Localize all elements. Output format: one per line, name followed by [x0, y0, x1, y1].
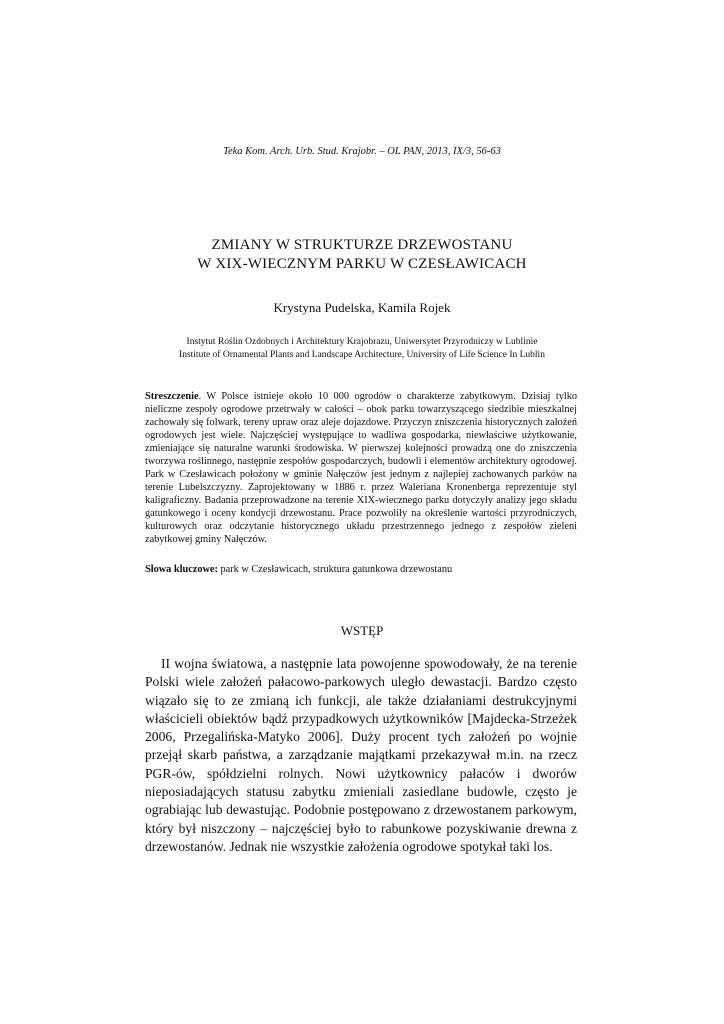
keywords-label: Słowa kluczowe: — [145, 564, 218, 575]
title-line-1: ZMIANY W STRUKTURZE DRZEWOSTANU — [211, 237, 513, 253]
authors: Krystyna Pudelska, Kamila Rojek — [273, 300, 451, 315]
affiliation — [0, 336, 724, 362]
keywords-text: park w Czesławicach, struktura gatunkowa drzewostanu — [217, 564, 453, 575]
affiliation-line-2: Institute of Ornamental Plants and Landscape Architecture, University of Life Science In Lublin — [179, 350, 545, 360]
title-line-2: W XIX-WIECZNYM PARKU W CZESŁAWICACH — [197, 256, 527, 272]
abstract-text: . W Polsce istnieje około 10 000 ogrodów o charakterze zabytkowym. Dzisiaj tylko nieliczne zespoły ogrodowe przetrwały w całości – obok parku towarzyszącego siedzibie mieszkalnej zachowały się folwark, tereny upraw oraz aleje dojazdowe. Przyczyn zniszczenia historycznych założeń ogrodowych jest wiele. Najczęściej występujące to wadliwa gospodarka, niewłaściwe użytkowanie, zmieniające się naturalne warunki środowiska. W pierwszej kolejności prowadzą one do zniszczenia tworzywa roślinnego, następnie zespołów gospodarczych, budowli i elementów architektury ogrodowej. Park w Czesławicach położony w gminie Nałęczów jest jednym z najlepiej zachowanych parków na terenie Lubelszczyzny. Zaprojektowany w 1886 r. przez Waleriana Kronenberga reprezentuje styl kaligraficzny. Badania przeprowadzone na terenie XIX-wiecznego parku dotyczyły analizy jego składu gatunkowego i oceny kondycji drzewostanu. Prace pozwoliły na określenie wartości przyrodniczych, kulturowych oraz odczytanie historycznego układu przestrzennego jednego z zespołów zieleni zabytkowej gminy Nałęczów. — [145, 391, 577, 545]
body-paragraph: II wojna światowa, a następnie lata powojenne spowodowały, że na terenie Polski wiele założeń pałacowo-parkowych uległo dewastacji. Bardzo często wiązało się to ze zmianą ich funkcji, ale także działaniami destrukcyjnymi właścicieli obiektów bądź przypadkowych użytkowników [Majdecka-Strzeżek 2006, Przegalińska-Matyko 2006]. Duży procent tych założeń po wojnie przejął skarb państwa, a zarządzanie majątkami przekazywał m.in. na rzecz PGR-ów, spółdzielni rolnych. Nowi użytkownicy pałaców i dworów nieposiadających statusu zabytku zmieniali zasiedlane budowle, często je ograbiając lub dewastując. Podobnie postępowano z drzewostanem parkowym, który był niszczony – najczęściej było to rabunkowe pozyskiwanie drewna z drzewostanów. Jednak nie wszystkie założenia ogrodowe spotykał taki los. — [145, 656, 577, 854]
affiliation-line-1: Instytut Roślin Ozdobnych i Architektury Krajobrazu, Uniwersytet Przyrodniczy w Lublinie — [186, 337, 538, 347]
journal-reference: Teka Kom. Arch. Urb. Stud. Krajobr. – OL PAN, 2013, IX/3, 56-63 — [223, 146, 501, 157]
section-heading: WSTĘP — [340, 623, 384, 638]
keywords — [145, 563, 577, 576]
abstract — [145, 390, 577, 546]
abstract-label: Streszczenie — [145, 391, 199, 402]
article-title — [0, 236, 724, 274]
